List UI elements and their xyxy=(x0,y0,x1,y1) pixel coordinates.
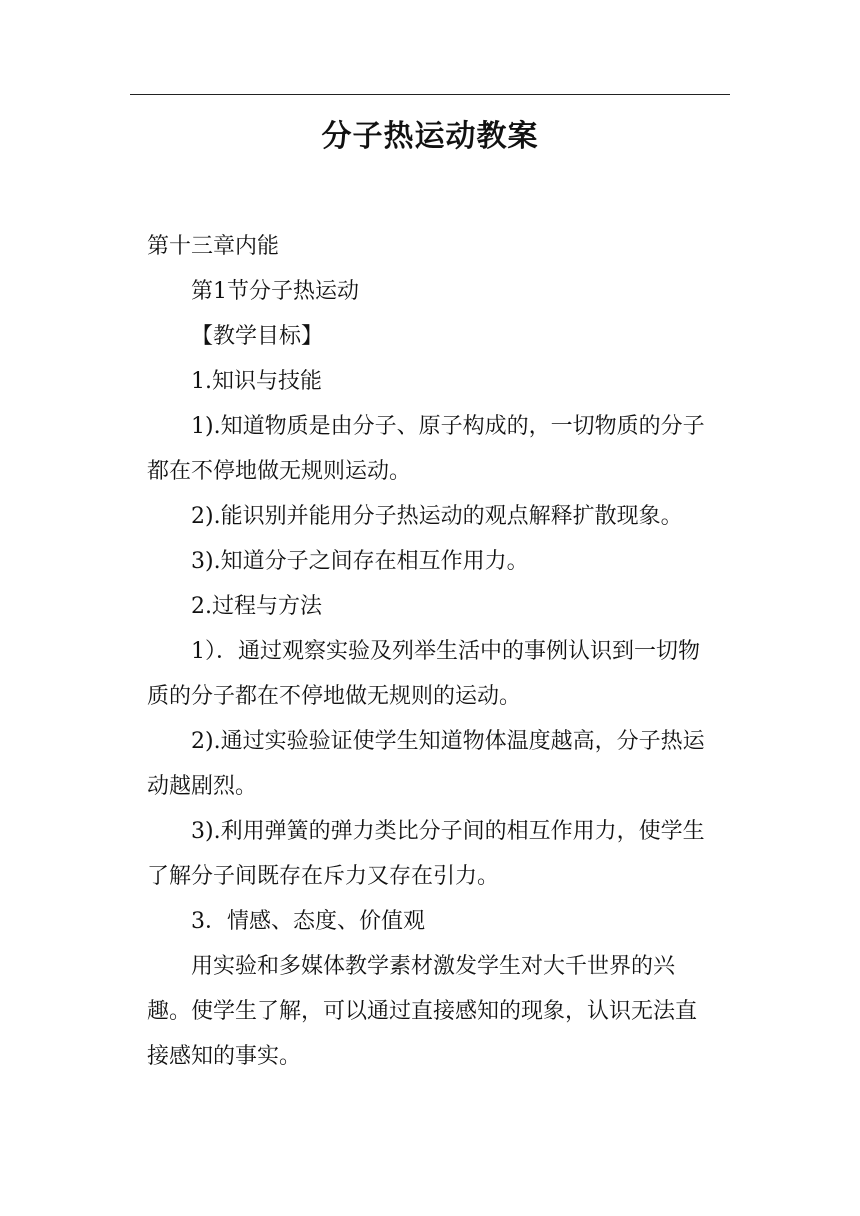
section-heading: 第1节分子热运动 xyxy=(191,279,359,304)
chapter-heading: 第十三章内能 xyxy=(147,234,280,259)
paragraph: 3).利用弹簧的弹力类比分子间的相互作用力，使学生了解分子间既存在斥力又存在引力。 xyxy=(147,819,705,889)
paragraph: 1).知道物质是由分子、原子构成的，一切物质的分子都在不停地做无规则运动。 xyxy=(147,414,705,484)
document-title: 分子热运动教案 xyxy=(321,119,539,154)
paragraph: 1）．通过观察实验及列举生活中的事例认识到一切物质的分子都在不停地做无规则的运动。 xyxy=(147,639,700,709)
header-rule xyxy=(130,94,730,95)
document-body xyxy=(147,224,717,1079)
paragraph: 3).知道分子之间存在相互作用力。 xyxy=(191,549,529,574)
subheading-knowledge-skills: 1.知识与技能 xyxy=(191,369,322,394)
paragraph: 2).能识别并能用分子热运动的观点解释扩散现象。 xyxy=(191,504,683,529)
objectives-heading: 【教学目标】 xyxy=(191,324,324,349)
subheading-process-methods: 2.过程与方法 xyxy=(191,594,322,619)
subheading-attitudes-values: 3．情感、态度、价值观 xyxy=(191,909,425,934)
paragraph: 2).通过实验验证使学生知道物体温度越高，分子热运动越剧烈。 xyxy=(147,729,705,799)
paragraph: 用实验和多媒体教学素材激发学生对大千世界的兴趣。使学生了解，可以通过直接感知的现象，认识无法直接感知的事实。 xyxy=(147,954,698,1069)
